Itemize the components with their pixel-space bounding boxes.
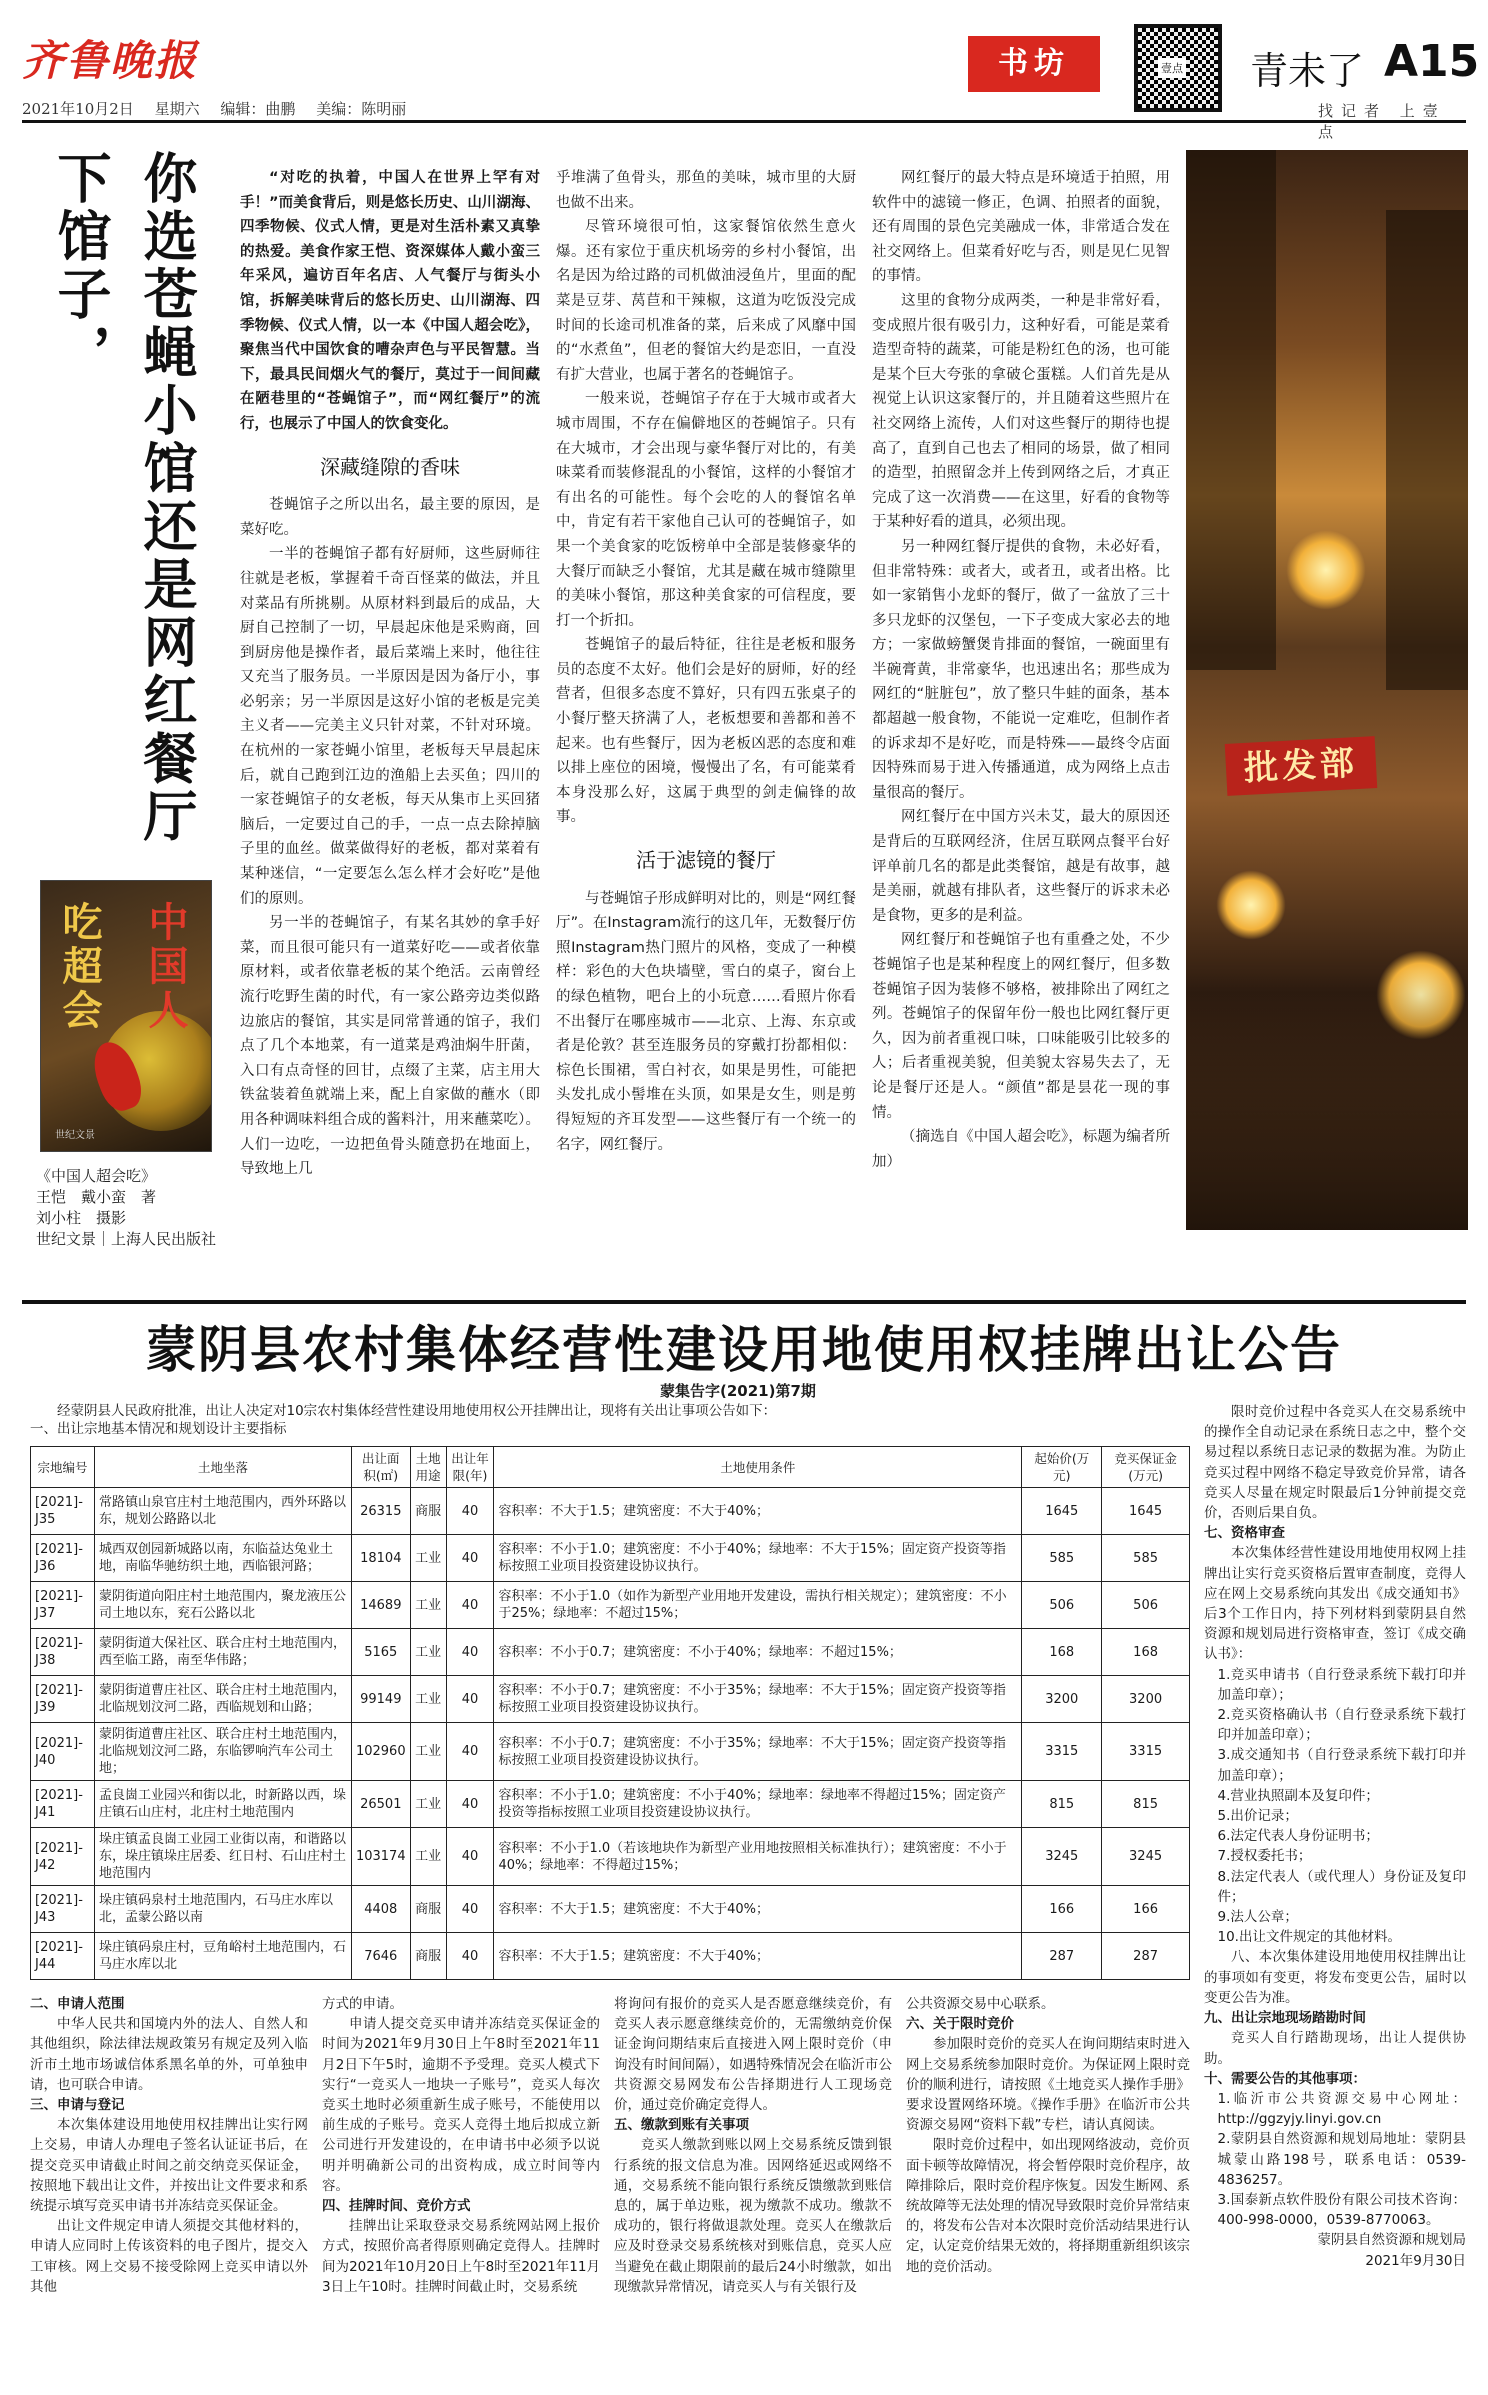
lantern-icon (1216, 870, 1286, 940)
subheading: 活于滤镜的餐厅 (636, 848, 776, 873)
street-photo (1186, 150, 1468, 1230)
cell-id: [2021]-J35 (31, 1488, 95, 1535)
cell-use: 工业 (410, 1629, 446, 1676)
cell-conditions: 容积率：不小于1.0（若该地块作为新型产业用地按照相关标准执行）；建筑密度：不小于40%；绿地率：不得超过15%； (494, 1828, 1022, 1886)
slogan: 找记者 上壹点 (1318, 102, 1446, 141)
cell-area: 4408 (351, 1886, 410, 1933)
issue-date: 2021年10月2日 (22, 100, 134, 118)
section-heading: 五、缴款到账有关事项 (614, 2117, 749, 2134)
paragraph: 限时竞价过程中各竞买人在交易系统中的操作全自动记录在系统日志之中，整个交易过程以系统日志记录的数据为准。为防止竞买过程中网络不稳定导致竞价异常，请各竞买人尽量在规定时限最后1分钟前提交竞价，否则后果自负。 (1204, 1404, 1466, 1522)
cell-start-price: 3245 (1022, 1828, 1102, 1886)
section-heading: 七、资格审查 (1204, 1525, 1285, 1542)
cell-id: [2021]-J38 (31, 1629, 95, 1676)
sign-date: 2021年9月30日 (1365, 2252, 1466, 2269)
cell-use: 工业 (410, 1828, 446, 1886)
notice-right-column (1204, 1402, 1466, 2271)
paragraph: 本次集体经营性建设用地使用权网上挂牌出让实行竞买资格后置审查制度，竞得人应在网上交易系统向其发出《成交通知书》后3个工作日内，持下列材料到蒙阴县自然资源和规划局进行资格审查，签订《成交确认书》： (1204, 1545, 1466, 1663)
table-row (31, 1828, 1190, 1886)
article-column-1 (240, 166, 540, 1182)
table-row (31, 1676, 1190, 1723)
cell-conditions: 容积率：不大于1.5；建筑密度：不大于40%； (494, 1886, 1022, 1933)
signer: 蒙阴县自然资源和规划局 (1317, 2232, 1466, 2249)
column-header: 竞买保证金(万元) (1102, 1447, 1190, 1488)
paragraph: 一般来说，苍蝇馆子存在于大城市或者大城市周围，不存在偏僻地区的苍蝇馆子。只有在大城市，才会出现与豪华餐厅对比的，有美味菜肴而装修混乱的小餐馆，这样的小餐馆才有出名的可能性。每个会吃的人的餐馆名单中，肯定有若干家他自己认可的苍蝇馆子，如果一个美食家的吃饭榜单中全部是装修豪华的大餐厅而缺乏小餐馆，尤其是藏在城市缝隙里的美味小餐馆，那这种美食家的可信程度，要打一个折扣。 (556, 391, 856, 629)
notice-title: 蒙阴县农村集体经营性建设用地使用权挂牌出让公告 (146, 1321, 1342, 1379)
qr-label: 壹点 (1158, 58, 1186, 78)
paragraph: 苍蝇馆子之所以出名，最主要的原因，是菜好吃。 (240, 497, 540, 538)
cell-conditions: 容积率：不小于0.7；建筑密度：不小于40%；绿地率：不超过15%； (494, 1629, 1022, 1676)
lantern-icon (1286, 530, 1366, 610)
table-row (31, 1886, 1190, 1933)
cell-area: 102960 (351, 1723, 410, 1781)
cell-deposit: 287 (1102, 1933, 1190, 1980)
paragraph: 挂牌出让采取登录交易系统网站网上报价方式，按照价高者得原则确定竞得人。挂牌时间为2021年10月20日上午8时至2021年11月3日上午10时。挂牌时间截止时，交易系统 (322, 2218, 600, 2295)
table-row (31, 1781, 1190, 1828)
cell-deposit: 815 (1102, 1781, 1190, 1828)
cell-years: 40 (446, 1488, 494, 1535)
cell-area: 99149 (351, 1676, 410, 1723)
list-item: 1.竞买申请书（自行登录系统下载打印并加盖印章）； (1217, 1666, 1466, 1703)
cell-years: 40 (446, 1828, 494, 1886)
cell-years: 40 (446, 1886, 494, 1933)
cell-conditions: 容积率：不大于1.5；建筑密度：不大于40%； (494, 1488, 1022, 1535)
paragraph: 另一半的苍蝇馆子，有某名其妙的拿手好菜，而且很可能只有一道菜好吃——或者依靠原材料，或者依靠老板的某个绝活。云南曾经流行吃野生菌的时代，有一家公路旁边类似路边旅店的餐馆，其实是同常普通的馆子，我们点了几个本地菜，有一道菜是鸡油焖牛肝菌，入口有点奇怪的回甘，点缀了主菜，店主用大铁盆装着鱼就端上来，配上自家做的蘸水（即用各种调味料组合成的酱料汁，用来蘸菜吃）。人们一边吃，一边把鱼骨头随意扔在地面上，导致地上几 (240, 915, 540, 1178)
cell-use: 工业 (410, 1582, 446, 1629)
section-heading: 一、出让宗地基本情况和规划设计主要指标 (30, 1421, 287, 1437)
cell-id: [2021]-J37 (31, 1582, 95, 1629)
section-heading: 二、申请人范围 (30, 1996, 125, 2012)
paragraph: 乎堆满了鱼骨头，那鱼的美味，城市里的大厨也做不出来。 (556, 170, 856, 211)
cell-conditions: 容积率：不大于1.5；建筑密度：不大于40%； (494, 1933, 1022, 1980)
cell-deposit: 3200 (1102, 1676, 1190, 1723)
cell-id: [2021]-J42 (31, 1828, 95, 1886)
paragraph: 方式的申请。 (322, 1996, 403, 2012)
cell-area: 18104 (351, 1535, 410, 1582)
cell-area: 7646 (351, 1933, 410, 1980)
table-row (31, 1933, 1190, 1980)
section-heading: 四、挂牌时间、竞价方式 (322, 2198, 471, 2215)
source-note: （摘选自《中国人超会吃》，标题为编者所加） (872, 1129, 1170, 1170)
table-row (31, 1723, 1190, 1781)
article-lead: “对吃的执着，中国人在世界上罕有对手！”而美食背后，则是悠长历史、山川湖海、四季物候、仪式人情，更是对生活朴素又真挚的热爱。美食作家王恺、资深媒体人戴小蛮三年采风，遍访百年名店、人气餐厅与街头小馆，拆解美味背后的悠长历史、山川湖海、四季物候、仪式人情，以一本《中国人超会吃》，聚焦当代中国饮食的嘈杂声色与平民智慧。当下，最具民间烟火气的餐厅，莫过于一间间藏在陋巷里的“苍蝇馆子”，而“网红餐厅”的流行，也展示了中国人的饮食变化。 (240, 170, 540, 432)
cell-area: 14689 (351, 1582, 410, 1629)
cell-deposit: 168 (1102, 1629, 1190, 1676)
paragraph: 苍蝇馆子的最后特征，往往是老板和服务员的态度不太好。他们会是好的厨师，好的经营者，但很多态度不算好，只有四五张桌子的小餐厅整天挤满了人，老板想要和善都和善不起来。也有些餐厅，因为老板凶恶的态度和难以排上座位的困境，慢慢出了名，有可能菜肴本身没那么好，这属于典型的剑走偏锋的故事。 (556, 637, 856, 826)
newspaper-logo: 齐鲁晚报 (22, 36, 199, 85)
issue-meta (22, 98, 422, 119)
paragraph: 与苍蝇馆子形成鲜明对比的，则是“网红餐厅”。在Instagram流行的这几年，无数餐厅仿照Instagram热门照片的风格，变成了一种模样：彩色的大色块墙壁，雪白的桌子，窗台上的绿色植物，吧台上的小玩意……看照片你看不出餐厅在哪座城市——北京、上海、东京或者是伦敦？甚至连服务员的穿戴打扮都相似：棕色长围裙，雪白衬衣，如果是男性，可能把头发扎成小髻堆在头顶，如果是女生，则是剪得短短的齐耳发型——这些餐厅有一个统一的名字，网红餐厅。 (556, 890, 856, 1153)
contact-item: 1.临沂市公共资源交易中心网址：http://ggzyjy.linyi.gov.cn (1217, 2090, 1466, 2128)
column-header: 出让年限(年) (446, 1447, 494, 1488)
cell-use: 商服 (410, 1886, 446, 1933)
cell-location: 垛庄镇码泉庄村，豆角峪村土地范围内，石马庄水库以北 (94, 1933, 351, 1980)
section-tab: 书坊 (968, 36, 1100, 92)
table-row (31, 1535, 1190, 1582)
cell-location: 垛庄镇孟良崮工业园工业街以南，和谐路以东，垛庄镇垛庄居委、红日村、石山庄村土地范围内 (94, 1828, 351, 1886)
table-row (31, 1629, 1190, 1676)
cell-start-price: 585 (1022, 1535, 1102, 1582)
list-item: 8.法定代表人（或代理人）身份证及复印件； (1217, 1868, 1466, 1905)
cell-area: 26501 (351, 1781, 410, 1828)
cell-area: 26315 (351, 1488, 410, 1535)
cell-location: 蒙阴街道曹庄社区、联合庄村土地范围内，北临规划汶河二路，西临规划和山路； (94, 1676, 351, 1723)
building-shape (1386, 210, 1468, 690)
cell-id: [2021]-J39 (31, 1676, 95, 1723)
cell-start-price: 168 (1022, 1629, 1102, 1676)
cell-deposit: 1645 (1102, 1488, 1190, 1535)
caption-line: 王恺 戴小蛮 著 (36, 1188, 157, 1206)
paragraph: 限时竞价过程中，如出现网络波动，竞价页面卡顿等故障情况，将会暂停限时竞价程序，故障排除后，限时竞价程序恢复。因发生断网、系统故障等无法处理的情况导致限时竞价异常结束的，将发布公告对本次限时竞价活动结果进行认定，认定竞价结果无效的，将择期重新组织该宗地的竞价活动。 (906, 2137, 1190, 2275)
shop-sign: 批发部 (1225, 736, 1378, 796)
cell-location: 孟良崮工业园兴和街以北，时新路以西，垛庄镇石山庄村，北庄村土地范围内 (94, 1781, 351, 1828)
cell-years: 40 (446, 1933, 494, 1980)
column-header: 土地用途 (410, 1447, 446, 1488)
cell-start-price: 287 (1022, 1933, 1102, 1980)
paragraph: 尽管环境很可怕，这家餐馆依然生意火爆。还有家位于重庆机场旁的乡村小餐馆，出名是因为给过路的司机做油浸鱼片，里面的配菜是豆芽、莴苣和干辣椒，这道为吃饭没完成时间的长途司机准备的菜，后来成了风靡中国的“水煮鱼”，但老的餐馆大约是恋旧，一直没有扩大营业，也属于著名的苍蝇馆子。 (556, 219, 856, 383)
paragraph: 申请人提交竞买申请并冻结竞买保证金的时间为2021年9月30日上午8时至2021年11月2日下午5时，逾期不予受理。竞买人模式下实行“一竞买人一地块一子账号”，竞买人每次竞买土地时必须重新生成子账号，不能使用以前生成的子账号。竞买人竞得土地后拟成立新公司进行开发建设的，在申请书中必须予以说明并明确新公司的出资构成，成立时间等内容。 (322, 2016, 600, 2194)
notice-column-3 (614, 1994, 892, 2297)
section-heading: 六、关于限时竞价 (906, 2016, 1014, 2033)
headline-line-2: 下馆子， (49, 150, 113, 382)
paragraph: 中华人民共和国境内外的法人、自然人和其他组织，除法律法规政策另有规定及列入临沂市土地市场诚信体系黑名单的外，可单独申请，也可联合申请。 (30, 2016, 308, 2093)
cell-id: [2021]-J44 (31, 1933, 95, 1980)
list-item: 4.营业执照副本及复印件； (1217, 1787, 1379, 1804)
issue-weekday: 星期六 (154, 100, 200, 118)
crowd-shape (1186, 970, 1468, 1230)
intro-text: 经蒙阴县人民政府批准，出让人决定对10宗农村集体经营性建设用地使用权公开挂牌出让，现将有关出让事项公告如下： (57, 1403, 777, 1419)
cell-deposit: 506 (1102, 1582, 1190, 1629)
cell-start-price: 815 (1022, 1781, 1102, 1828)
paragraph: 将询问有报价的竞买人是否愿意继续竞价，有竞买人表示愿意继续竞价的，无需缴纳竞价保证金询问期结束后直接进入网上限时竞价（申询没有时间间隔），如遇特殊情况会在临沂市公共资源交易网发布公告择期进行人工现场竞价，通过竞价确定竞得人。 (614, 1996, 892, 2114)
notice-column-1 (30, 1994, 308, 2297)
cell-location: 垛庄镇码泉村土地范围内，石马庄水库以北，孟蒙公路以南 (94, 1886, 351, 1933)
cell-deposit: 3245 (1102, 1828, 1190, 1886)
list-item: 7.授权委托书； (1217, 1848, 1312, 1865)
notice-column-4 (906, 1994, 1190, 2277)
table-row (31, 1582, 1190, 1629)
section-heading: 三、申请与登记 (30, 2097, 125, 2114)
paragraph: 这里的食物分成两类，一种是非常好看，变成照片很有吸引力，这种好看，可能是菜肴造型奇特的蔬菜，可能是粉红色的汤，也可能是某个巨大夸张的拿破仑蛋糕。人们首先是从视觉上认识这家餐厅的，并且随着这些照片在社交网络上流传，人们对这些餐厅的期待也提高了，直到自己也去了相同的场景，做了相同的造型，拍照留念并上传到网络之后，才真正完成了这一次消费——在这里，好看的食物等于某种好看的道具，必须出现。 (872, 292, 1170, 531)
cell-location: 蒙阴街道大保社区、联合庄村土地范围内，西至临工路，南至华伟路； (94, 1629, 351, 1676)
cell-deposit: 3315 (1102, 1723, 1190, 1781)
cell-start-price: 3315 (1022, 1723, 1102, 1781)
cell-years: 40 (446, 1676, 494, 1723)
paragraph: 一半的苍蝇馆子都有好厨师，这些厨师往往就是老板，掌握着千奇百怪菜的做法，并且对菜品有所挑剔。从原材料到最后的成品，大厨自己控制了一切，早晨起床他是采购商，回到厨房他是操作者，最后菜端上来时，他往往又充当了服务员。一半原因是因为备厅小，事必躬亲；另一半原因是这好小馆的老板是完美主义者——完美主义只针对菜，不针对环境。在杭州的一家苍蝇小馆里，老板每天早晨起床后，就自己跑到江边的渔船上去买鱼；四川的一家苍蝇馆子的女老板，每天从集市上买回猪脑后，一定要过自己的手，一点一点去除掉脑子里的血丝。做菜做得好的老板，都对菜着有某种迷信，“一定要怎么怎么样才会好吃”是他们的原则。 (240, 546, 540, 907)
contact-item: 2.蒙阴县自然资源和规划局地址：蒙阴县城蒙山路198号，联系电话：0539-4836257。 (1217, 2131, 1466, 2188)
parcel-table (30, 1446, 1190, 1980)
paragraph: 公共资源交易中心联系。 (906, 1996, 1055, 2012)
page-title: 青未了 (1250, 49, 1365, 93)
cell-location: 城西双创园新城路以南，东临益达兔业土地，南临华驰纺织土地，西临银河路； (94, 1535, 351, 1582)
subheading: 深藏缝隙的香味 (320, 454, 460, 479)
cell-start-price: 166 (1022, 1886, 1102, 1933)
section-heading: 十、需要公告的其他事项： (1204, 2070, 1366, 2087)
list-item: 6.法定代表人身份证明书； (1217, 1828, 1379, 1845)
column-header: 宗地编号 (31, 1447, 95, 1488)
cell-id: [2021]-J36 (31, 1535, 95, 1582)
paragraph: 竞买人缴款到账以网上交易系统反馈到银行系统的报文信息为准。因网络延迟或网络不通，交易系统不能向银行系统反馈缴款到账信息的，属于单边账，视为缴款不成功。缴款不成功的，银行将做退款处理。竞买人在缴款后应及时登录交易系统核对到账信息，竞买人应当避免在截止期限前的最后24小时缴款，如出现缴款异常情况，请竞买人与有关银行及 (614, 2137, 892, 2295)
cell-start-price: 506 (1022, 1582, 1102, 1629)
cell-conditions: 容积率：不小于1.0；建筑密度：不小于40%；绿地率：绿地率不得超过15%；固定资产投资等指标按照工业项目投资建设协议执行。 (494, 1781, 1022, 1828)
page-number: A15 (1384, 36, 1480, 87)
list-item: 5.出价记录； (1217, 1808, 1298, 1825)
headline-line-1: 你选苍蝇小馆还是网红餐厅 (135, 150, 199, 846)
column-header: 土地坐落 (94, 1447, 351, 1488)
paragraph: 网红餐厅在中国方兴未艾，最大的原因还是背后的互联网经济，住居互联网点餐平台好评单前几名的都是此类餐馆，越是有故事，越是美丽，就越有排队者，这些餐厅的诉求未必是食物，更多的是利益。 (872, 809, 1170, 924)
cell-conditions: 容积率：不小于1.0；建筑密度：不小于40%；绿地率：不大于15%；固定资产投资等指标按照工业项目投资建设协议执行。 (494, 1535, 1022, 1582)
caption-line: 刘小柱 摄影 (36, 1209, 127, 1227)
section-heading: 九、出让宗地现场踏勘时间 (1204, 2010, 1366, 2027)
cell-deposit: 585 (1102, 1535, 1190, 1582)
building-shape (1186, 150, 1276, 670)
table-row (31, 1488, 1190, 1535)
cell-location: 常路镇山泉官庄村土地范围内，西外环路以东，规划公路路以北 (94, 1488, 351, 1535)
table-header-row (31, 1447, 1190, 1488)
paragraph: 本次集体建设用地使用权挂牌出让实行网上交易，申请人办理电子签名认证证书后，在提交竞买申请截止时间之前交纳竞买保证金，按照地下载出让文件，并按出让文件要求和系统提示填写竞买申请书并冻结竞买保证金。 (30, 2117, 308, 2215)
cell-id: [2021]-J41 (31, 1781, 95, 1828)
list-item: 10.出让文件规定的其他材料。 (1217, 1929, 1401, 1946)
caption-line: 《中国人超会吃》 (36, 1167, 157, 1185)
article-headline (40, 150, 240, 870)
book-cover-title-2: 中国人 (142, 901, 189, 1033)
caption-line: 世纪文景｜上海人民出版社 (36, 1230, 217, 1248)
cell-use: 工业 (410, 1535, 446, 1582)
cell-years: 40 (446, 1582, 494, 1629)
cell-years: 40 (446, 1723, 494, 1781)
cell-conditions: 容积率：不小于1.0（如作为新型产业用地开发建设，需执行相关规定）；建筑密度：不小于25%；绿地率：不超过15%； (494, 1582, 1022, 1629)
book-cover-title-1: 吃超会 (56, 901, 103, 1033)
paragraph: 网红餐厅的最大特点是环境适于拍照，用软件中的滤镜一修正，色调、拍照者的面貌，还有周围的景色完美融成一体，非常适合发在社交网络上。但菜肴好吃与否，则是见仁见智的事情。 (872, 170, 1170, 285)
cell-id: [2021]-J43 (31, 1886, 95, 1933)
designer-credit: 美编：陈明丽 (316, 100, 407, 118)
notice-intro (30, 1402, 1190, 1438)
cell-use: 工业 (410, 1781, 446, 1828)
book-caption (36, 1166, 236, 1250)
cell-location: 蒙阴街道向阳庄村土地范围内，聚龙液压公司土地以东，兖石公路以北 (94, 1582, 351, 1629)
column-header: 土地使用条件 (494, 1447, 1022, 1488)
cell-years: 40 (446, 1535, 494, 1582)
cell-use: 工业 (410, 1723, 446, 1781)
cell-conditions: 容积率：不小于0.7；建筑密度：不小于35%；绿地率：不大于15%；固定资产投资等指标按照工业项目投资建设协议执行。 (494, 1676, 1022, 1723)
list-item: 9.法人公章； (1217, 1909, 1298, 1926)
notice-number: 蒙集告字(2021)第7期 (660, 1382, 816, 1400)
paragraph: 竞买人自行踏勘现场，出让人提供协助。 (1204, 2030, 1466, 2067)
editor-credit: 编辑：曲鹏 (220, 100, 296, 118)
cell-deposit: 166 (1102, 1886, 1190, 1933)
contact-item: 3.国泰新点软件股份有限公司技术咨询：400-998-0000，0539-8770063。 (1217, 2191, 1466, 2229)
cell-location: 蒙阴街道曹庄社区、联合庄村土地范围内，北临规划汶河二路，东临锣响汽车公司土地； (94, 1723, 351, 1781)
notice-column-2 (322, 1994, 600, 2297)
list-item: 2.竞买资格确认书（自行登录系统下载打印并加盖印章）； (1217, 1707, 1466, 1744)
list-item: 3.成交通知书（自行登录系统下载打印并加盖印章）； (1217, 1747, 1466, 1784)
book-cover-publisher: 世纪文景 (55, 1130, 95, 1141)
cell-years: 40 (446, 1781, 494, 1828)
paragraph: 参加限时竞价的竞买人在询问期结束时进入网上交易系统参加限时竞价。为保证网上限时竞价的顺利进行，请按照《土地竞买人操作手册》要求设置网络环境。《操作手册》在临沂市公共资源交易网“资料下载”专栏，请认真阅读。 (906, 2036, 1190, 2134)
cell-start-price: 1645 (1022, 1488, 1102, 1535)
paragraph: 出让文件规定申请人须提交其他材料的，申请人应同时上传该资料的电子图片，提交入工审核。网上交易不接受除网上竞买申请以外其他 (30, 2218, 308, 2295)
cell-id: [2021]-J40 (31, 1723, 95, 1781)
section-divider (22, 1300, 1466, 1304)
masthead-divider (22, 120, 1466, 123)
paragraph: 另一种网红餐厅提供的食物，未必好看，但非常特殊：或者大，或者丑，或者出格。比如一家销售小龙虾的餐厅，做了一盆放了三十多只龙虾的汉堡包，一下子变成大家必去的地方；一家做螃蟹煲肯排面的餐馆，一碗面里有半碗膏黄，非常豪华，也迅速出名；那些成为网红的“脏脏包”，放了整只牛蛙的面条，基本都超越一般食物，不能说一定难吃，但制作者的诉求却不是好吃，而是特殊——最终令店面因特殊而易于进入传播通道，成为网络上点击量很高的餐厅。 (872, 538, 1170, 801)
cell-use: 商服 (410, 1933, 446, 1980)
article-column-2 (556, 166, 856, 1157)
cell-conditions: 容积率：不小于0.7；建筑密度：不小于35%；绿地率：不大于15%；固定资产投资等指标按照工业项目投资建设协议执行。 (494, 1723, 1022, 1781)
article-column-3 (872, 166, 1170, 1174)
cell-use: 工业 (410, 1676, 446, 1723)
cell-start-price: 3200 (1022, 1676, 1102, 1723)
cell-area: 103174 (351, 1828, 410, 1886)
paragraph: 八、本次集体建设用地使用权挂牌出让的事项如有变更，将发布变更公告，届时以变更公告为准。 (1204, 1949, 1466, 2006)
book-cover-image (40, 880, 212, 1152)
column-header: 出让面积(㎡) (351, 1447, 410, 1488)
paragraph: 网红餐厅和苍蝇馆子也有重叠之处，不少苍蝇馆子也是某种程度上的网红餐厅，但多数苍蝇馆子因为装修不够格，被排除出了网红之列。苍蝇馆子的保留年份一般也比网红餐厅更久，因为前者重视口味，口味能吸引比较多的人；后者重视美貌，但美貌太容易失去了，无论是餐厅还是人。“颜值”都是昙花一现的事情。 (872, 932, 1170, 1121)
column-header: 起始价(万元) (1022, 1447, 1102, 1488)
cell-years: 40 (446, 1629, 494, 1676)
masthead (22, 14, 1480, 141)
cell-use: 商服 (410, 1488, 446, 1535)
cell-area: 5165 (351, 1629, 410, 1676)
